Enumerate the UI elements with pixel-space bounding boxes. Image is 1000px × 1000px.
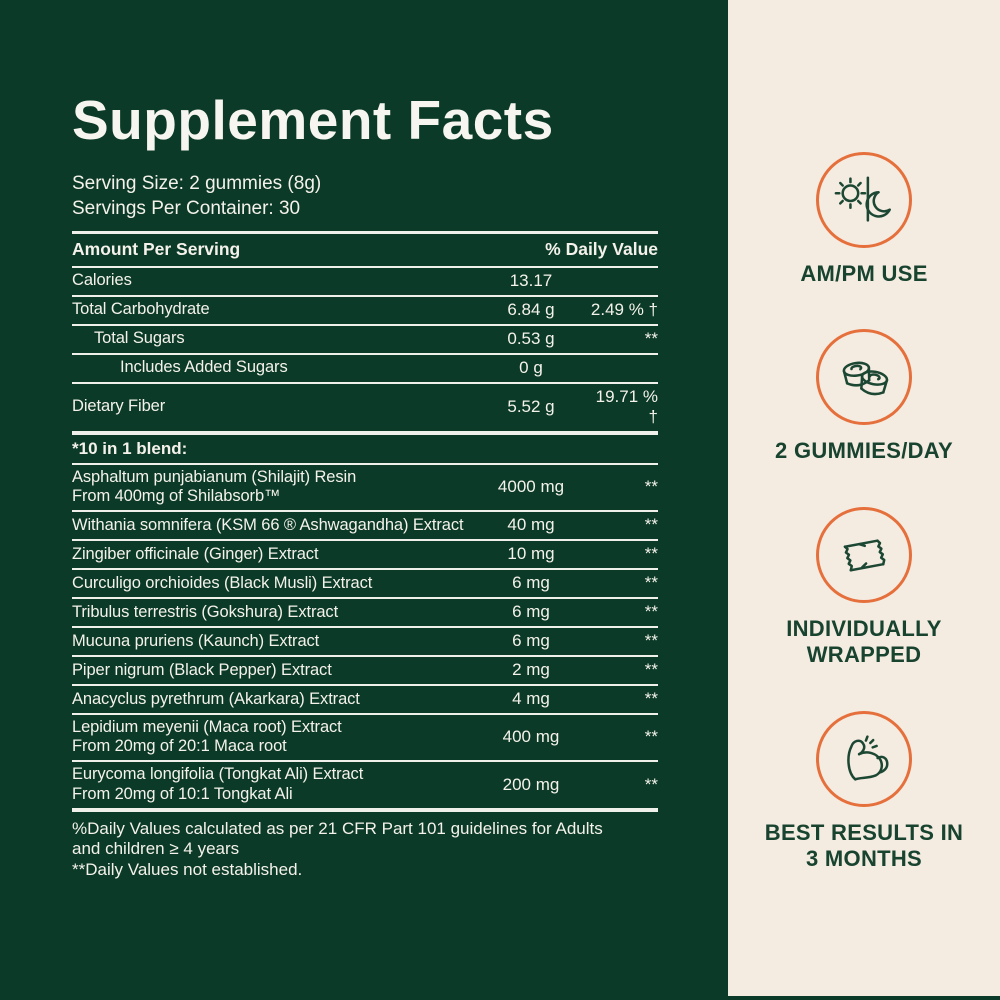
footnotes [72,819,617,881]
ingredient-source: From 20mg of 10:1 Tongkat Ali [72,784,293,803]
nutrient-amount: 4 mg [512,689,550,709]
table-row [72,686,658,715]
nutrient-amount: 400 mg [502,727,560,747]
nutrient-amount: 0.53 g [507,328,555,348]
nutrient-dv: ** [644,477,658,497]
nutrient-name: Anacyclus pyrethrum (Akarkara) Extract [72,689,360,708]
nutrient-dv: ** [644,774,658,794]
nutrient-amount: 6 mg [512,631,550,651]
nutrient-amount: 4000 mg [497,477,565,497]
bicep-icon [816,711,912,807]
nutrient-dv: 19.71 % † [595,386,658,426]
nutrient-name: Curculigo orchioides (Black Musli) Extract [72,573,373,592]
nutrient-dv: ** [644,631,658,651]
table-row [72,628,658,657]
facts-table [72,231,658,812]
nutrient-name: Zingiber officinale (Ginger) Extract [72,544,319,563]
table-row [72,715,658,762]
sidebar-item-am-pm [758,152,970,287]
wrapper-icon [816,507,912,603]
nutrient-dv: ** [644,689,658,709]
nutrient-dv: 2.49 % † [590,299,658,319]
nutrient-name [72,765,480,803]
servings-per-container: Servings Per Container: 30 [72,197,301,219]
nutrient-dv: ** [644,544,658,564]
nutrient-name: Total Sugars [94,329,185,348]
daily-value-footnote: %Daily Values calculated as per 21 CFR Part 101 guidelines for Adults and children ≥ 4 years [72,818,603,859]
sun-moon-icon [816,152,912,248]
nutrient-name: Mucuna pruriens (Kaunch) Extract [72,631,320,650]
nutrient-name: Tribulus terrestris (Gokshura) Extract [72,602,339,621]
table-header [72,234,658,268]
nutrient-amount: 2 mg [512,660,550,680]
table-row [72,512,658,541]
ingredient-source: From 400mg of Shilabsorb™ [72,487,281,506]
nutrient-dv: ** [644,515,658,535]
table-row [72,384,658,435]
nutrient-name [72,718,480,756]
nutrient-amount: 13.17 [509,270,553,290]
ingredient-source: From 20mg of 20:1 Maca root [72,737,287,756]
bottom-edge-strip [0,996,1000,1000]
nutrient-dv: ** [644,727,658,747]
serving-info [72,171,658,221]
sidebar-item-results [758,711,970,873]
nutrient-name [72,468,480,506]
nutrient-amount: 0 g [519,357,543,377]
table-row [72,326,658,355]
nutrient-amount: 40 mg [507,515,555,535]
table-row [72,657,658,686]
nutrient-name: Dietary Fiber [72,397,166,416]
table-row [72,570,658,599]
nutrient-amount: 6 mg [512,602,550,622]
sidebar-item-label: INDIVIDUALLY WRAPPED [786,615,942,668]
sidebar-item-wrapped [758,507,970,669]
not-established-footnote: **Daily Values not established. [72,860,303,880]
label-content [72,89,658,881]
sidebar-item-gummies [758,329,970,464]
sidebar-item-label: 2 GUMMIES/DAY [775,438,953,464]
table-row [72,297,658,326]
sidebar-item-label: AM/PM USE [800,261,928,286]
nutrient-dv: ** [644,328,658,348]
nutrient-name: Withania somnifera (KSM 66 ® Ashwagandha) Extract [72,515,464,534]
nutrient-amount: 200 mg [502,774,560,794]
table-row [72,465,658,512]
table-row [72,762,658,811]
nutrient-dv: ** [644,602,658,622]
nutrient-amount: 6 mg [512,573,550,593]
nutrient-name: Calories [72,271,132,290]
nutrient-dv: ** [644,573,658,593]
benefits-sidebar [728,0,1000,1000]
table-row [72,599,658,628]
nutrient-amount: 10 mg [507,544,555,564]
table-row [72,355,658,384]
gummies-icon [816,329,912,425]
nutrient-name: Total Carbohydrate [72,300,210,319]
nutrient-amount: 5.52 g [507,396,555,416]
ingredient-name: Eurycoma longifolia (Tongkat Ali) Extract [72,765,364,784]
column-header-amount: Amount Per Serving [72,238,241,259]
serving-size: Serving Size: 2 gummies (8g) [72,172,322,194]
page-title: Supplement Facts [72,89,554,151]
table-row [72,268,658,297]
nutrient-amount: 6.84 g [507,299,555,319]
table-row [72,541,658,570]
nutrient-name: Includes Added Sugars [120,358,288,377]
nutrient-dv: ** [644,660,658,680]
ingredient-name: Asphaltum punjabianum (Shilajit) Resin [72,467,357,486]
ingredient-name: Lepidium meyenii (Maca root) Extract [72,718,342,737]
nutrient-name: Piper nigrum (Black Pepper) Extract [72,660,332,679]
sidebar-item-label: BEST RESULTS IN 3 MONTHS [764,819,964,871]
blend-section-title: *10 in 1 blend: [72,435,658,465]
column-header-daily-value: % Daily Value [545,238,658,259]
